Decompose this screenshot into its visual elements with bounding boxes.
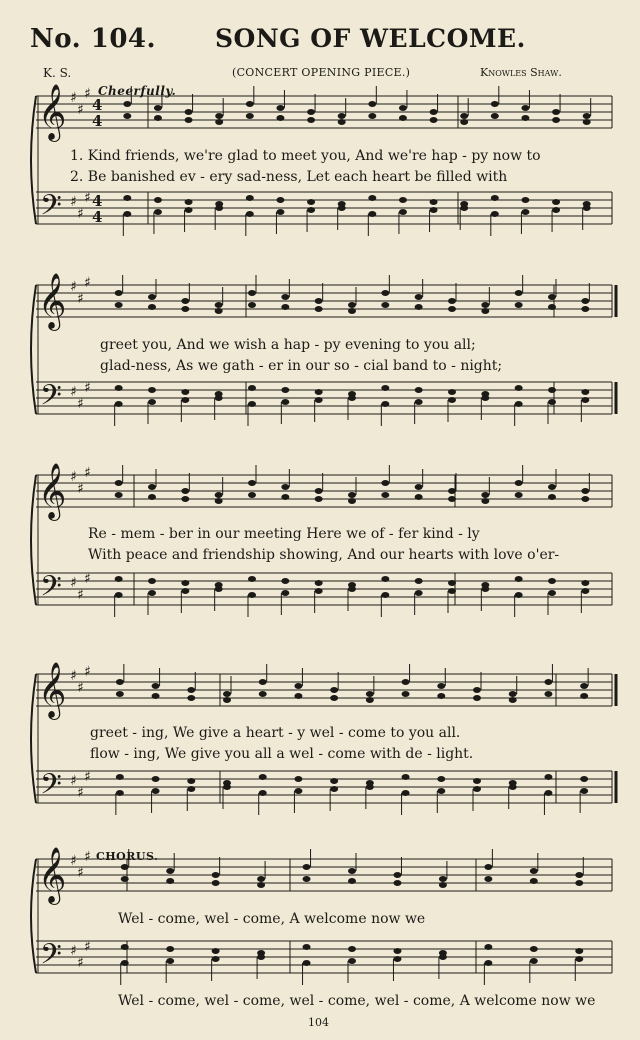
note-head bbox=[393, 948, 401, 954]
note-head bbox=[248, 290, 256, 296]
svg-text:♯: ♯ bbox=[77, 955, 84, 971]
svg-text:♯: ♯ bbox=[77, 102, 84, 118]
note-head bbox=[166, 946, 174, 952]
svg-text:♯: ♯ bbox=[77, 206, 84, 222]
note-head bbox=[281, 578, 289, 584]
svg-text:♯: ♯ bbox=[84, 939, 91, 955]
note-head bbox=[307, 199, 315, 205]
treble-clef-icon: 𝄞 bbox=[38, 662, 67, 718]
note-head bbox=[248, 385, 256, 391]
svg-text:♯: ♯ bbox=[84, 849, 91, 865]
note-head bbox=[348, 302, 356, 308]
key-sharp-icon: ♯ bbox=[70, 384, 77, 400]
bass-clef-icon: 𝄢 bbox=[40, 189, 62, 229]
note-head bbox=[402, 679, 410, 685]
note-head bbox=[259, 679, 267, 685]
svg-text:♯: ♯ bbox=[77, 680, 84, 696]
svg-text:♯: ♯ bbox=[77, 587, 84, 603]
note-head bbox=[181, 488, 189, 494]
note-head bbox=[473, 687, 481, 693]
lyric-s3-v1: Re - mem - ber in our meeting Here we of - fer kind - ly bbox=[88, 526, 480, 542]
svg-text:♯: ♯ bbox=[77, 396, 84, 412]
note-head bbox=[481, 302, 489, 308]
note-head bbox=[548, 578, 556, 584]
note-head bbox=[484, 864, 492, 870]
key-sharp-icon: ♯ bbox=[70, 469, 77, 485]
system-brace bbox=[31, 674, 36, 803]
treble-clef-icon: 𝄞 bbox=[38, 463, 67, 519]
note-head bbox=[303, 944, 311, 950]
note-head bbox=[276, 105, 284, 111]
system-brace bbox=[31, 96, 36, 224]
svg-text:♯: ♯ bbox=[77, 481, 84, 497]
svg-text:♯: ♯ bbox=[84, 571, 91, 587]
note-head bbox=[294, 683, 302, 689]
note-head bbox=[521, 105, 529, 111]
note-head bbox=[315, 580, 323, 586]
key-sharp-icon: ♯ bbox=[70, 575, 77, 591]
note-head bbox=[276, 197, 284, 203]
bass-clef-icon: 𝄢 bbox=[40, 379, 62, 419]
note-head bbox=[548, 294, 556, 300]
lyric-s1-v2: 2. Be banished ev - ery sad-ness, Let each heart be filled with bbox=[70, 169, 508, 185]
note-head bbox=[212, 948, 220, 954]
note-head bbox=[185, 109, 193, 115]
note-head bbox=[348, 868, 356, 874]
treble-clef-icon: 𝄞 bbox=[38, 84, 67, 140]
note-head bbox=[515, 480, 523, 486]
note-head bbox=[215, 492, 223, 498]
note-head bbox=[509, 691, 517, 697]
note-head bbox=[575, 948, 583, 954]
note-head bbox=[187, 687, 195, 693]
note-head bbox=[437, 776, 445, 782]
note-head bbox=[368, 101, 376, 107]
note-head bbox=[307, 109, 315, 115]
note-head bbox=[315, 488, 323, 494]
bass-clef-icon: 𝄢 bbox=[40, 768, 62, 808]
note-head bbox=[181, 298, 189, 304]
lyric-s2-v2: glad-ness, As we gath - er in our so - cial band to - night; bbox=[100, 358, 503, 374]
note-head bbox=[248, 576, 256, 582]
note-head bbox=[448, 389, 456, 395]
note-head bbox=[123, 195, 131, 201]
note-head bbox=[491, 101, 499, 107]
note-head bbox=[521, 197, 529, 203]
note-head bbox=[121, 864, 129, 870]
note-head bbox=[281, 387, 289, 393]
note-head bbox=[348, 492, 356, 498]
tempo-marking: Cheerfully. bbox=[98, 84, 177, 98]
note-head bbox=[281, 484, 289, 490]
bass-clef-icon: 𝄢 bbox=[40, 570, 62, 610]
svg-text:♯: ♯ bbox=[84, 465, 91, 481]
note-head bbox=[515, 385, 523, 391]
note-head bbox=[116, 774, 124, 780]
note-head bbox=[581, 389, 589, 395]
note-head bbox=[381, 290, 389, 296]
lyric-s3-v2: With peace and friendship showing, And our hearts with love o'er- bbox=[88, 547, 560, 563]
lyric-chorus-bass: Wel - come, wel - come, wel - come, wel - come, A welcome now we bbox=[118, 993, 596, 1009]
key-sharp-icon: ♯ bbox=[70, 668, 77, 684]
note-head bbox=[248, 480, 256, 486]
note-head bbox=[315, 389, 323, 395]
system-brace bbox=[31, 285, 36, 414]
key-sharp-icon: ♯ bbox=[70, 773, 77, 789]
hymn-title: SONG OF WELCOME. bbox=[215, 24, 526, 53]
svg-text:♯: ♯ bbox=[84, 275, 91, 291]
note-head bbox=[330, 687, 338, 693]
lyric-s4-v1: greet - ing, We give a heart - y wel - come to you all. bbox=[90, 725, 461, 741]
time-signature-top: 4 bbox=[92, 96, 103, 114]
svg-text:♯: ♯ bbox=[77, 291, 84, 307]
note-head bbox=[181, 580, 189, 586]
note-head bbox=[481, 492, 489, 498]
key-sharp-icon: ♯ bbox=[70, 853, 77, 869]
note-head bbox=[552, 109, 560, 115]
note-head bbox=[430, 199, 438, 205]
note-head bbox=[381, 385, 389, 391]
lyric-s1-v1: 1. Kind friends, we're glad to meet you, And we're hap - py now to bbox=[70, 148, 541, 164]
svg-text:♯: ♯ bbox=[84, 664, 91, 680]
system-brace bbox=[31, 859, 36, 973]
note-head bbox=[491, 195, 499, 201]
note-head bbox=[515, 576, 523, 582]
lyric-s2-v1: greet you, And we wish a hap - py evening to you all; bbox=[100, 337, 476, 353]
note-head bbox=[148, 484, 156, 490]
note-head bbox=[484, 944, 492, 950]
composer: Knowles Shaw. bbox=[480, 66, 562, 79]
note-head bbox=[115, 576, 123, 582]
note-head bbox=[548, 387, 556, 393]
time-signature-bottom: 4 bbox=[92, 112, 103, 130]
chorus-label: CHORUS. bbox=[96, 850, 159, 863]
note-head bbox=[215, 113, 223, 119]
key-sharp-icon: ♯ bbox=[70, 943, 77, 959]
note-head bbox=[544, 679, 552, 685]
bass-clef-icon: 𝄢 bbox=[40, 938, 62, 978]
note-head bbox=[473, 778, 481, 784]
note-head bbox=[281, 294, 289, 300]
note-head bbox=[123, 101, 131, 107]
svg-text:♯: ♯ bbox=[84, 380, 91, 396]
note-head bbox=[430, 109, 438, 115]
note-head bbox=[402, 774, 410, 780]
note-head bbox=[187, 778, 195, 784]
svg-text:♯: ♯ bbox=[84, 190, 91, 206]
note-head bbox=[303, 864, 311, 870]
note-head bbox=[581, 580, 589, 586]
note-head bbox=[544, 774, 552, 780]
note-head bbox=[152, 776, 160, 782]
note-head bbox=[575, 872, 583, 878]
time-signature-top: 4 bbox=[92, 192, 103, 210]
note-head bbox=[154, 105, 162, 111]
note-head bbox=[115, 385, 123, 391]
note-head bbox=[399, 105, 407, 111]
note-head bbox=[246, 101, 254, 107]
note-head bbox=[348, 946, 356, 952]
note-head bbox=[460, 113, 468, 119]
note-head bbox=[246, 195, 254, 201]
note-head bbox=[552, 199, 560, 205]
note-head bbox=[181, 389, 189, 395]
note-head bbox=[580, 776, 588, 782]
note-head bbox=[294, 776, 302, 782]
note-head bbox=[580, 683, 588, 689]
note-head bbox=[393, 872, 401, 878]
note-head bbox=[368, 195, 376, 201]
note-head bbox=[152, 683, 160, 689]
note-head bbox=[223, 691, 231, 697]
note-head bbox=[448, 488, 456, 494]
treble-clef-icon: 𝄞 bbox=[38, 847, 67, 903]
note-head bbox=[548, 484, 556, 490]
note-head bbox=[215, 302, 223, 308]
note-head bbox=[330, 778, 338, 784]
note-head bbox=[185, 199, 193, 205]
note-head bbox=[381, 576, 389, 582]
page-number: 104 bbox=[308, 1016, 329, 1029]
note-head bbox=[581, 488, 589, 494]
note-head bbox=[212, 872, 220, 878]
key-sharp-icon: ♯ bbox=[70, 279, 77, 295]
note-head bbox=[366, 691, 374, 697]
system-brace bbox=[31, 475, 36, 605]
note-head bbox=[259, 774, 267, 780]
note-head bbox=[415, 387, 423, 393]
author-initials: K. S. bbox=[43, 66, 72, 80]
treble-clef-icon: 𝄞 bbox=[38, 273, 67, 329]
subtitle: (CONCERT OPENING PIECE.) bbox=[232, 66, 411, 79]
lyric-chorus-treble: Wel - come, wel - come, A welcome now we bbox=[118, 911, 426, 927]
lyric-s4-v2: flow - ing, We give you all a wel - come with de - light. bbox=[90, 746, 474, 762]
note-head bbox=[148, 387, 156, 393]
note-head bbox=[115, 480, 123, 486]
note-head bbox=[148, 578, 156, 584]
note-head bbox=[581, 298, 589, 304]
key-sharp-icon: ♯ bbox=[70, 90, 77, 106]
note-head bbox=[415, 294, 423, 300]
svg-text:♯: ♯ bbox=[77, 865, 84, 881]
note-head bbox=[439, 876, 447, 882]
note-head bbox=[381, 480, 389, 486]
note-head bbox=[116, 679, 124, 685]
svg-text:♯: ♯ bbox=[77, 785, 84, 801]
svg-text:♯: ♯ bbox=[84, 769, 91, 785]
note-head bbox=[437, 683, 445, 689]
note-head bbox=[448, 580, 456, 586]
note-head bbox=[448, 298, 456, 304]
hymn-number: No. 104. bbox=[30, 24, 157, 54]
note-head bbox=[530, 868, 538, 874]
note-head bbox=[121, 944, 129, 950]
note-head bbox=[257, 876, 265, 882]
note-head bbox=[583, 113, 591, 119]
note-head bbox=[530, 946, 538, 952]
note-head bbox=[415, 484, 423, 490]
svg-text:♯: ♯ bbox=[84, 86, 91, 102]
note-head bbox=[315, 298, 323, 304]
note-head bbox=[515, 290, 523, 296]
key-sharp-icon: ♯ bbox=[70, 194, 77, 210]
time-signature-bottom: 4 bbox=[92, 208, 103, 226]
note-head bbox=[154, 197, 162, 203]
note-head bbox=[166, 868, 174, 874]
note-head bbox=[148, 294, 156, 300]
note-head bbox=[115, 290, 123, 296]
note-head bbox=[399, 197, 407, 203]
note-head bbox=[338, 113, 346, 119]
note-head bbox=[415, 578, 423, 584]
